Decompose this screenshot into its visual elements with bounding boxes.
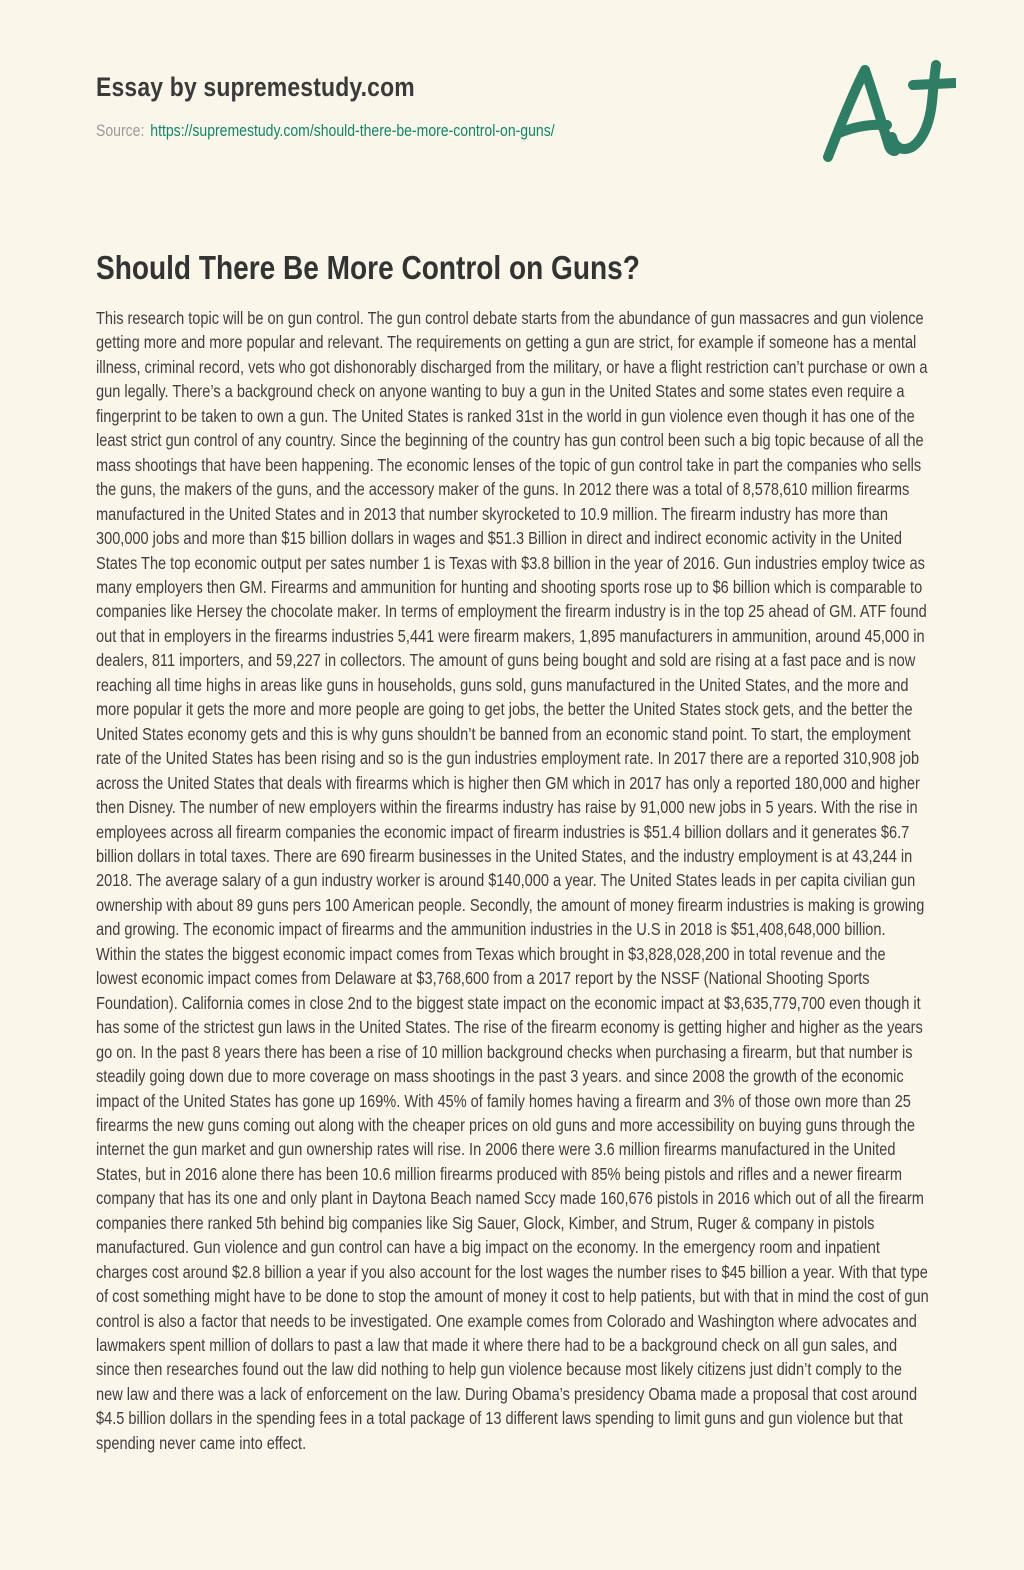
source-line [96, 122, 555, 141]
source-url-link[interactable]: https://supremestudy.com/should-there-be-more-control-on-guns/ [150, 122, 555, 140]
source-label: Source: [96, 122, 145, 140]
essay-body-paragraph: This research topic will be on gun control. The gun control debate starts from the abundance of gun massacres and gun violence getting more and more popular and relevant. The requirements on getting a gun are strict, for example if someone has a mental illness, criminal record, vets who got dishonorably discharged from the military, or have a flight restriction can’t purchase or own a gun legally. There’s a background check on anyone wanting to buy a gun in the United States and some states even require a fingerprint to be taken to own a gun. The United States is ranked 31st in the world in gun violence even though it has one of the least strict gun control of any country. Since the beginning of the country has gun control been such a big topic because of all the mass shootings that have been happening. The economic lenses of the topic of gun control take in part the companies who sells the guns, the makers of the guns, and the accessory maker of the guns. In 2012 there was a total of 8,578,610 million firearms manufactured in the United States and in 2013 that number skyrocketed to 10.9 million. The firearm industry has more than 300,000 jobs and more than $15 billion dollars in wages and $51.3 Billion in direct and indirect economic activity in the United States The top economic output per sates number 1 is Texas with $3.8 billion in the year of 2016. Gun industries employ twice as many employers then GM. Firearms and ammunition for hunting and shooting sports rose up to $6 billion which is comparable to companies like Hersey the chocolate maker. In terms of employment the firearm industry is in the top 25 ahead of GM. ATF found out that in employers in the firearms industries 5,441 were firearm makers, 1,895 manufacturers in ammunition, around 45,000 in dealers, 811 importers, and 59,227 in collectors. The amount of guns being bought and sold are rising at a fast pace and is now reaching all time highs in areas like guns in households, guns sold, guns manufactured in the United States, and the more and more popular it gets the more and more people are going to get jobs, the better the United States stock gets, and the better the United States economy gets and this is why guns shouldn’t be banned from an economic stand point. To start, the employment rate of the United States has been rising and so is the gun industries employment rate. In 2017 there are a reported 310,908 job across the United States that deals with firearms which is higher then GM which in 2017 has only a reported 180,000 and higher then Disney. The number of new employers within the firearms industry has raise by 91,000 new jobs in 5 years. With the rise in employees across all firearm companies the economic impact of firearm industries is $51.4 billion dollars and it generates $6.7 billion dollars in total taxes. There are 690 firearm businesses in the United States, and the industry employment is at 43,244 in 2018. The average salary of a gun industry worker is around $140,000 a year. The United States leads in per capita civilian gun ownership with about 89 guns pers 100 American people. Secondly, the amount of money firearm industries is making is growing and growing. The economic impact of firearms and the ammunition industries in the U.S in 2018 is $51,408,648,000 billion. Within the states the biggest economic impact comes from Texas which brought in $3,828,028,200 in total revenue and the lowest economic impact comes from Delaware at $3,768,600 from a 2017 report by the NSSF (National Shooting Sports Foundation). California comes in close 2nd to the biggest state impact on the economic impact at $3,635,779,700 even though it has some of the strictest gun laws in the United States. The rise of the firearm economy is getting higher and higher as the years go on. In the past 8 years there has been a rise of 10 million background checks when purchasing a firearm, but that number is steadily going down due to more coverage on mass shootings in the past 3 years. and since 2008 the growth of the economic impact of the United States has gone up 169%. With 45% of family homes having a firearm and 3% of those own more than 25 firearms the new guns coming out along with the cheaper prices on old guns and more accessibility on buying guns through the internet the gun market and gun ownership rates will rise. In 2006 there were 3.6 million firearms manufactured in the United States, but in 2016 alone there has been 10.6 million firearms produced with 85% being pistols and rifles and a newer firearm company that has its one and only plant in Daytona Beach named Sccy made 160,676 pistols in 2016 which out of all the firearm companies there ranked 5th behind big companies like Sig Sauer, Glock, Kimber, and Strum, Ruger & company in pistols manufactured. Gun violence and gun control can have a big impact on the economy. In the emergency room and inpatient charges cost around $2.8 billion a year if you also account for the lost wages the number rises to $45 billion a year. With that type of cost something might have to be done to stop the amount of money it cost to help patients, but with that in mind the cost of gun control is also a factor that needs to be investigated. One example comes from Colorado and Washington where advocates and lawmakers spent million of dollars to past a law that made it where there had to be a background check on all gun sales, and since then researches found out the law did nothing to help gun violence because most likely citizens just didn’t comply to the new law and there was a lack of enforcement on the law. During Obama’s presidency Obama made a proposal that cost around $4.5 billion dollars in the spending fees in a total package of 13 different laws spending to limit guns and gun violence but that spending never came into effect. [96, 308, 929, 1453]
essay-title: Should There Be More Control on Guns? [96, 249, 640, 286]
a-plus-logo-icon [818, 58, 956, 166]
essay-byline-title: Essay by supremestudy.com [96, 72, 415, 102]
